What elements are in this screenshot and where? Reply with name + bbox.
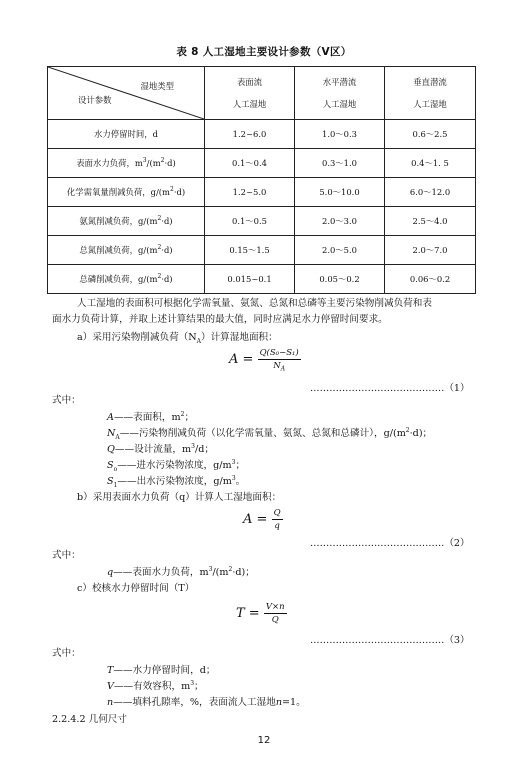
corner-top-label: 湿地类型 [140,81,174,91]
equation-number-3: ……………………………………（3） [310,635,470,646]
paragraph-line: 面水力负荷计算，并取上述计算结果的最大值，同时应满足水力停留时间要求。 [52,314,388,325]
definition-line: $S_o——$进水污染物浓度，$g/m^3$； [107,458,246,473]
table-cell: 0.05～0.2 [295,265,385,294]
table-cell: 6.0～12.0 [385,178,476,207]
row-parameter: 氨氮削减负荷，$g/(m^2\cdot d)$ [48,207,205,236]
definition-line: A——表面积，$m^2$； [107,410,195,423]
definition-line: T——水力停留时间，d； [107,665,216,676]
corner-bottom-label: 设计参数 [78,95,112,105]
table-row [48,178,476,207]
table-row [48,149,476,178]
row-parameter: 水力停留时间，d [48,120,205,149]
definition-line: q——表面水力负荷，$m^3/(m^2\cdot d)$； [107,565,255,578]
diagonal-corner-cell [48,67,205,120]
row-parameter: 总氮削减负荷，$g/(m^2\cdot d)$ [48,236,205,265]
design-parameter-table [47,66,476,294]
equation-1: A = $\frac{\text{Q(S₀−S₁)}}{N_A}$ [229,348,299,373]
table-cell: 0.1～0.5 [205,207,295,236]
definition-line: V——有效容积，$m^3$； [107,679,204,692]
table-row [48,120,476,149]
column-header: 垂直潜流 人工湿地 [385,67,476,120]
table-cell: 5.0～10.0 [295,178,385,207]
eq1-numerator: Q(S₀−S₁) [259,348,299,358]
table-cell: 0.1～0.4 [205,149,295,178]
eq2-numerator: Q [273,508,281,518]
equation-number-1: ……………………………………（1） [310,383,470,394]
table-row [48,265,476,294]
eq3-numerator: V×n [265,602,285,612]
eq1-denominator: $N_A$ [273,361,286,373]
table-cell: 1.2~5.0 [205,178,295,207]
definition-line: Q——设计流量，$m^3/d$； [107,442,214,455]
table-caption: 表 8 人工湿地主要设计参数（Ⅴ区） [176,46,352,58]
page-number: 12 [257,735,271,746]
definition-line: $N_A——$污染物削减负荷（以化学需氧量、氨氮、总氮和总磷计），$g/(m^2\cdot d)$； [107,426,433,441]
where-label: 式中： [52,648,81,659]
section-heading: 2.2.4.2 几何尺寸 [52,714,127,725]
eq3-denominator: Q [271,615,279,625]
table-cell: 0.3～1.0 [295,149,385,178]
table-cell: 1.0～0.3 [295,120,385,149]
table-cell: 0.15～1.5 [205,236,295,265]
definition-line: n——填料孔隙率，%，表面流人工湿地n=1。 [107,697,306,708]
table-cell: 2.0～7.0 [385,236,476,265]
diagonal-line [48,67,204,119]
table-cell: 0.4～1. 5 [385,149,476,178]
where-label: 式中： [52,395,81,406]
row-parameter: 总磷削减负荷，$g/(m^2\cdot d)$ [48,265,205,294]
item-b: b）采用表面水力负荷（q）计算人工湿地面积： [77,492,282,503]
table-cell: 2.0～5.0 [295,236,385,265]
table-header-row [48,67,476,120]
equation-3: T = $\frac{V\times n}{Q}$ [236,602,285,625]
equation-2: A = $\frac{Q}{q}$ [243,508,281,531]
table-cell: 2.5～4.0 [385,207,476,236]
paragraph-line: 人工湿地的表面积可根据化学需氧量、氨氮、总氮和总磷等主要污染物削减负荷和表 [77,298,432,309]
table-cell: 0.015~0.1 [205,265,295,294]
row-parameter: 化学需氧量削减负荷，$g/(m^2\cdot d)$ [48,178,205,207]
item-c: c）校核水力停留时间（T） [77,583,195,594]
table-cell: 0.6～2.5 [385,120,476,149]
eq2-denominator: q [274,521,280,531]
where-label: 式中： [52,550,81,561]
table-cell: 2.0～3.0 [295,207,385,236]
table-row [48,236,476,265]
equation-number-2: ……………………………………（2） [310,538,470,549]
table-row [48,207,476,236]
column-header: 表面流 人工湿地 [205,67,295,120]
row-parameter: 表面水力负荷，$m^3/(m^2\cdot d)$ [48,149,205,178]
item-a: a）采用污染物削减负荷$(N_A)$计算湿地面积： [77,332,278,345]
table-cell: 1.2~6.0 [205,120,295,149]
column-header: 水平潜流 人工湿地 [295,67,385,120]
definition-line: $S_1——$出水污染物浓度，$g/m^3$。 [107,474,246,489]
table-cell: 0.06～0.2 [385,265,476,294]
